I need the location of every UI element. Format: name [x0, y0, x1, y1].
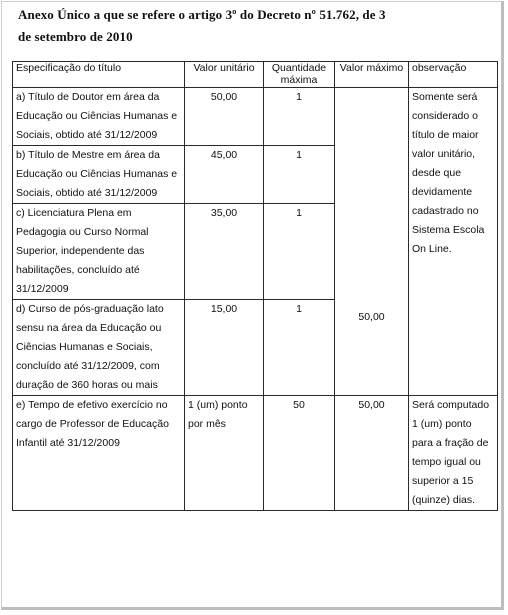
row-c-spec: c) Licenciatura Plena em Pedagogia ou Curso Normal Superior, independente das habilitações, concluído até 31/12/2009	[13, 204, 185, 300]
group-observacao: Somente será considerado o título de maior valor unitário, desde que devidamente cadastrado no Sistema Escola On Line.	[409, 88, 498, 396]
header-quantidade: Quantidade máxima	[264, 62, 335, 88]
document-title	[18, 4, 488, 48]
header-row	[13, 62, 498, 88]
row-d-valor: 15,00	[185, 300, 264, 396]
table-row	[13, 88, 498, 146]
row-e-max: 50,00	[335, 396, 409, 511]
row-b-qtd: 1	[264, 146, 335, 204]
group-max-value: 50,00	[358, 311, 385, 323]
title-line-2: de setembro de 2010	[18, 29, 133, 44]
row-c-qtd: 1	[264, 204, 335, 300]
row-e-obs: Será computado 1 (um) ponto para a fração de tempo igual ou superior a 15 (quinze) dias.	[409, 396, 498, 511]
row-d-spec: d) Curso de pós-graduação lato sensu na área da Educação ou Ciências Humanas e Sociais, concluído até 31/12/2009, com duração de 360 horas ou mais	[13, 300, 185, 396]
header-valor-unitario: Valor unitário	[185, 62, 264, 88]
titles-table	[12, 61, 498, 511]
header-valor-maximo: Valor máximo	[335, 62, 409, 88]
row-a-qtd: 1	[264, 88, 335, 146]
group-valor-maximo	[335, 88, 409, 396]
row-a-spec: a) Título de Doutor em área da Educação ou Ciências Humanas e Sociais, obtido até 31/12/2009	[13, 88, 185, 146]
header-observacao: observação	[409, 62, 498, 88]
row-b-valor: 45,00	[185, 146, 264, 204]
row-d-qtd: 1	[264, 300, 335, 396]
header-spec: Especificação do título	[13, 62, 185, 88]
row-b-spec: b) Título de Mestre em área da Educação ou Ciências Humanas e Sociais, obtido até 31/12/2009	[13, 146, 185, 204]
title-line-1: Anexo Único a que se refere o artigo 3º do Decreto nº 51.762, de 3	[18, 7, 386, 22]
row-c-valor: 35,00	[185, 204, 264, 300]
row-e-spec: e) Tempo de efetivo exercício no cargo de Professor de Educação Infantil até 31/12/2009	[13, 396, 185, 511]
row-e-qtd: 50	[264, 396, 335, 511]
row-a-valor: 50,00	[185, 88, 264, 146]
table-row	[13, 396, 498, 511]
row-e-valor: 1 (um) ponto por mês	[185, 396, 264, 511]
